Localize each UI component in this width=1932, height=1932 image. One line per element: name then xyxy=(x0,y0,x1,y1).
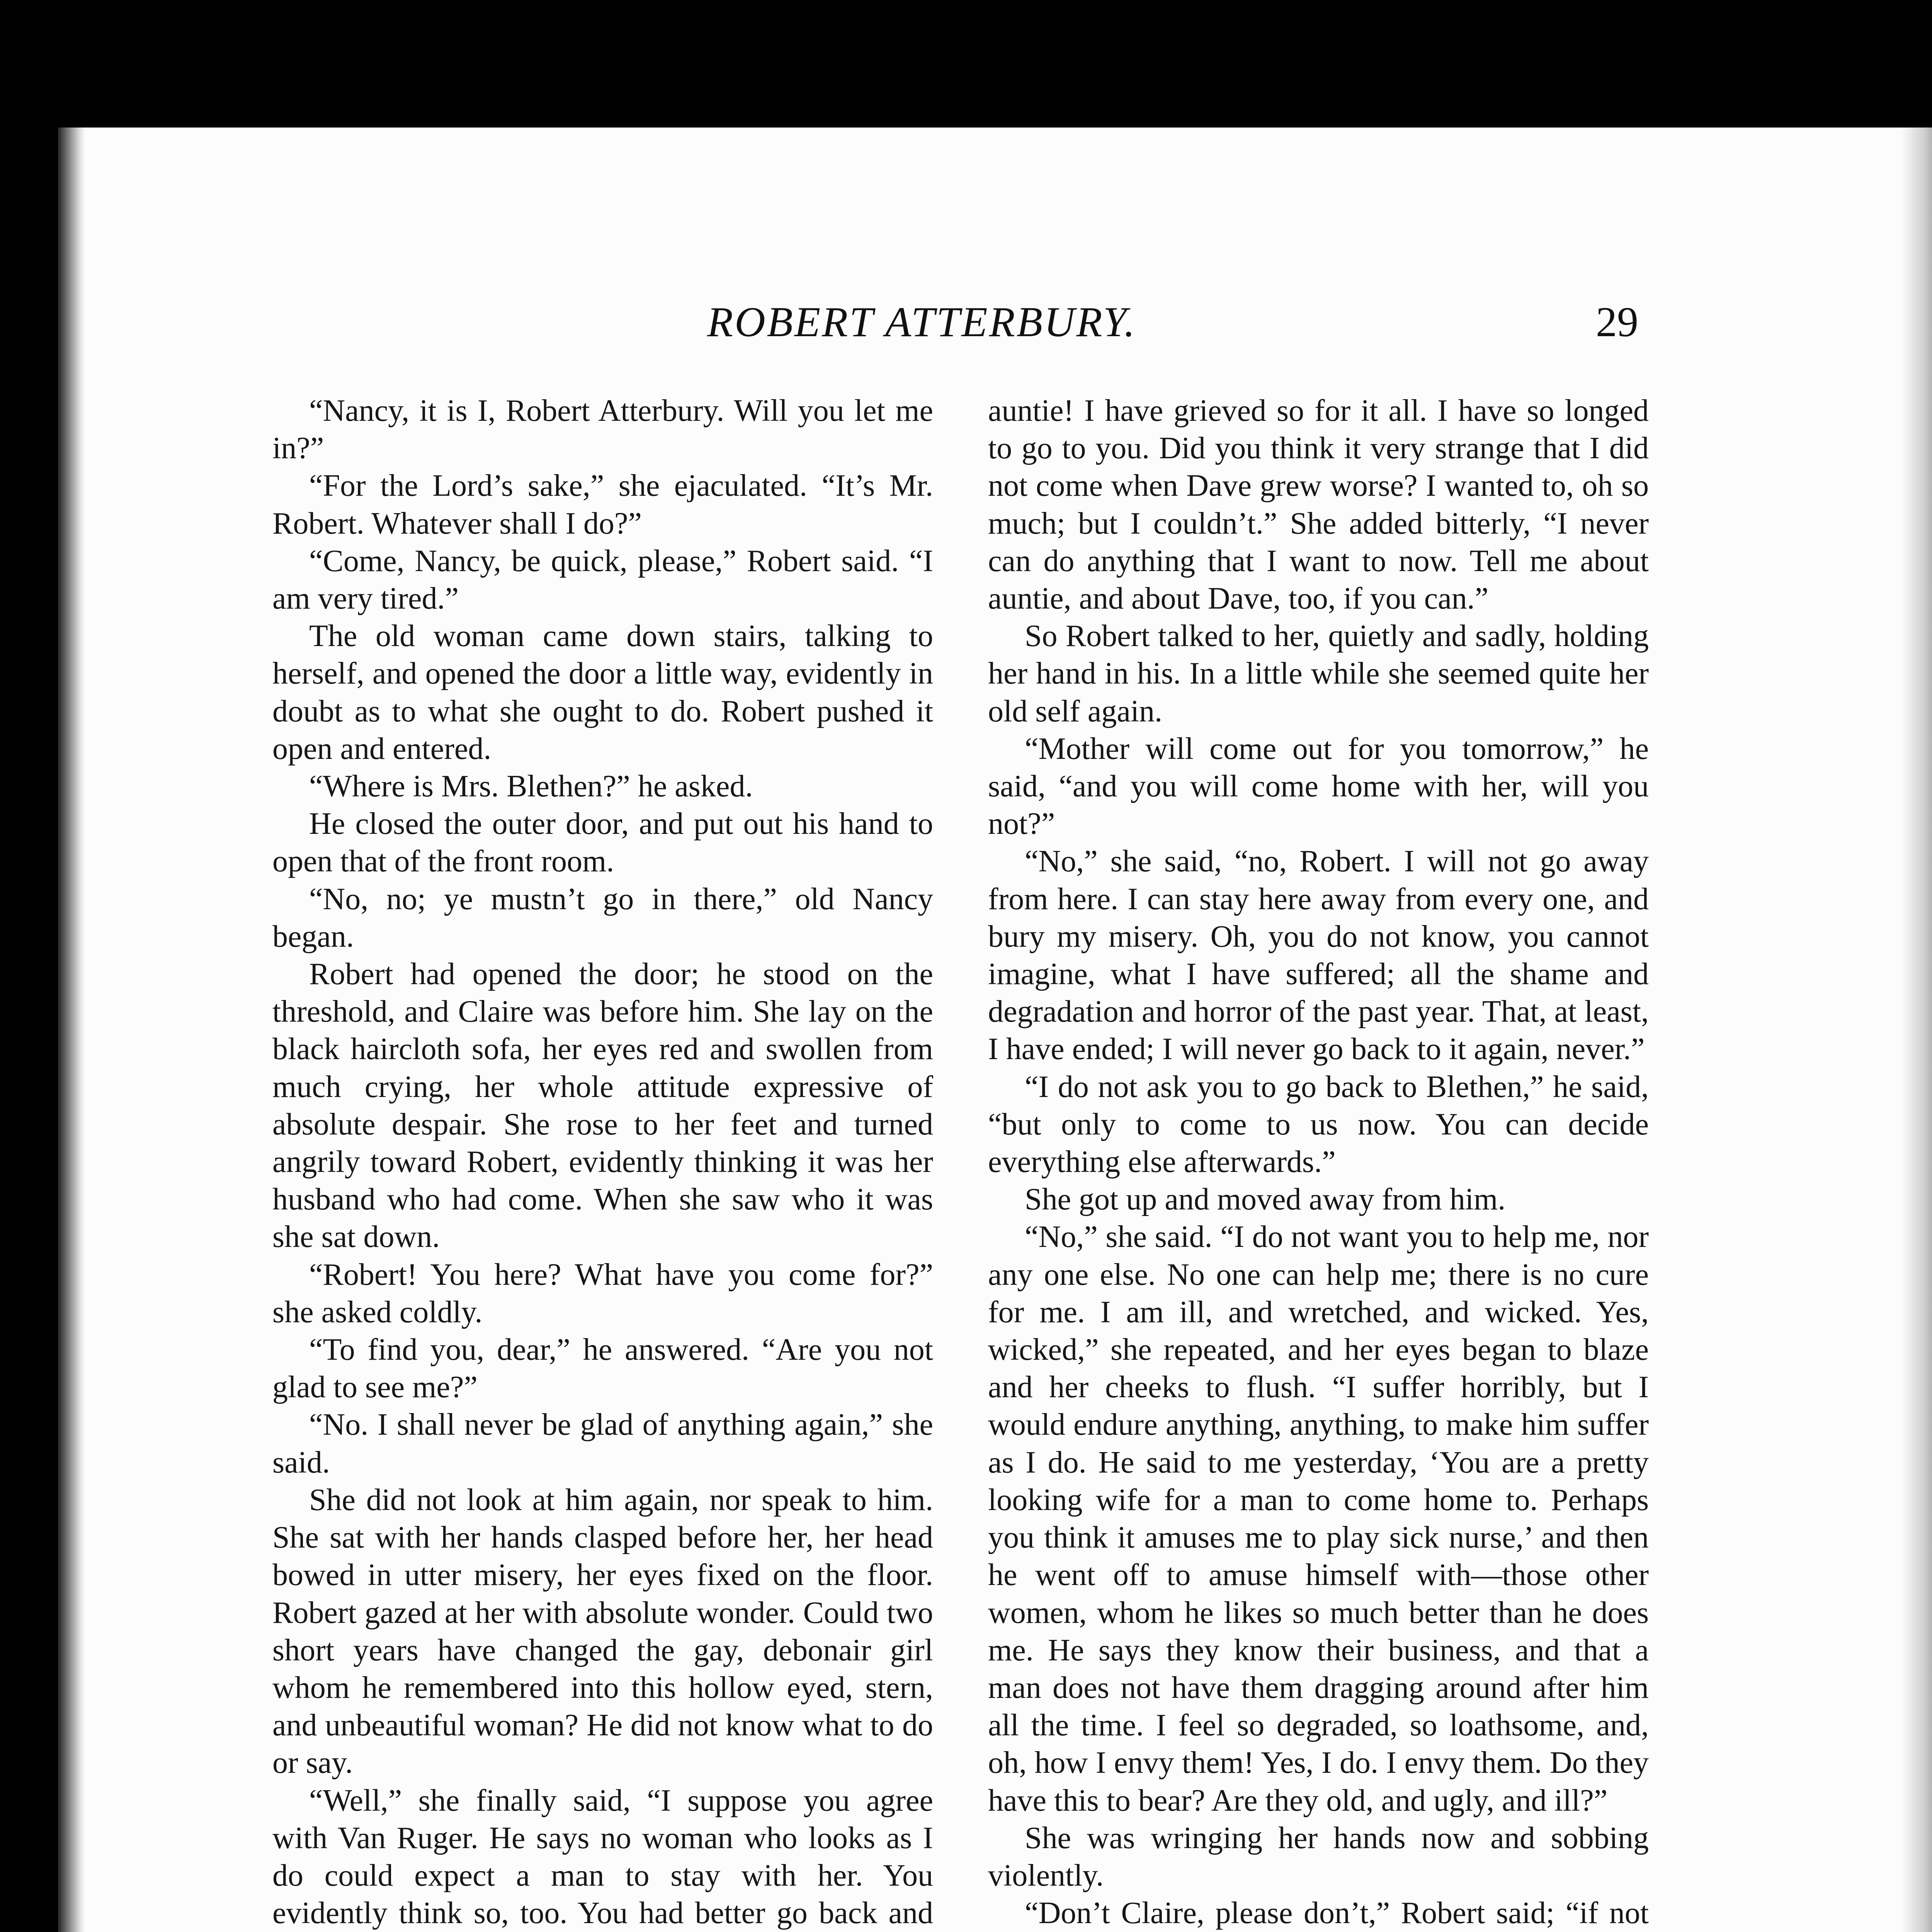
paragraph: Robert had opened the door; he stood on the threshold, and Claire was before him. She lay on the black haircloth sofa, her eyes red and swollen from much crying, her whole attitude expressive of absolute despair. She rose to her feet and turned angrily toward Robert, evidently thinking it was her husband who had come. When she saw who it was she sat down. xyxy=(272,957,933,1254)
paragraph: “No. I shall never be glad of anything again,” she said. xyxy=(272,1408,933,1480)
paragraph: She did not look at him again, nor speak to him. She sat with her hands clasped before her, her head bowed in utter misery, her eyes fixed on the floor. Robert gazed at her with absolute wonder. Could two short years have changed the gay, debonair girl whom he remembered into this hollow eyed, stern, and unbeautiful woman? He did not know what to do or say. xyxy=(272,1483,933,1780)
paragraph: “No, no; ye mustn’t go in there,” old Nancy began. xyxy=(272,882,933,954)
page-edge-shadow xyxy=(1901,128,1932,1932)
paragraph: “For the Lord’s sake,” she ejaculated. “It’s Mr. Robert. Whatever shall I do?” xyxy=(272,469,933,541)
paragraph: “No,” she said. “I do not want you to help me, nor any one else. No one can help me; there is no cure for me. I am ill, and wretched, and wicked. Yes, wicked,” she repeated, and her eyes began to blaze and her cheeks to flush. “I suffer horribly, but I would endure anything, anything, to make him suffer as I do. He said to me yesterday, ‘You are a pretty looking wife for a man to come home to. Perhaps you think it amuses me to play sick nurse,’ and then he went off to amuse himself with—those other women, whom he likes so much better than he does me. He says they know their business, and that a man does not have them dragging around after him all the time. I feel so degraded, so loathsome, and, oh, how I envy them! Yes, I do. I envy them. Do they have this to bear? Are they old, and ugly, and ill?” xyxy=(988,1220,1649,1818)
page-number: 29 xyxy=(1596,298,1638,345)
paragraph: So Robert talked to her, quietly and sadly, holding her hand in his. In a little while she seemed quite her old self again. xyxy=(988,619,1649,728)
book-page xyxy=(58,128,1932,1932)
paragraph: “Don’t Claire, please don’t,” Robert said; “if not xyxy=(1025,1896,1649,1930)
paragraph: “Mother will come out for you tomorrow,” he said, “and you will come home with her, will you not?” xyxy=(988,731,1649,841)
paragraph: “Where is Mrs. Blethen?” he asked. xyxy=(309,769,753,804)
right-text-column xyxy=(988,392,1649,1932)
paragraph: “I do not ask you to go back to Blethen,” he said, “but only to come to us now. You can decide everything else afterwards.” xyxy=(988,1070,1649,1179)
paragraph: “Robert! You here? What have you come for?” she asked coldly. xyxy=(272,1257,933,1329)
paragraph: “Come, Nancy, be quick, please,” Robert said. “I am very tired.” xyxy=(272,544,933,616)
paragraph: “No,” she said, “no, Robert. I will not go away from here. I can stay here away from every one, and bury my misery. Oh, you do not know, you cannot imagine, what I have suffered; all the shame and degradation and horror of the past year. That, at least, I have ended; I will never go back to it again, never.” xyxy=(988,844,1649,1066)
spine-shadow xyxy=(58,128,85,1932)
paragraph: “To find you, dear,” he answered. “Are you not glad to see me?” xyxy=(272,1333,933,1405)
page-header xyxy=(58,298,1932,363)
paragraph: She got up and moved away from him. xyxy=(1025,1182,1506,1217)
paragraph: The old woman came down stairs, talking to herself, and opened the door a little way, evidently in doubt as to what she ought to do. Robert pushed it open and entered. xyxy=(272,619,933,766)
paragraph: She was wringing her hands now and sobbing violently. xyxy=(988,1821,1649,1893)
left-text-column xyxy=(272,392,933,1932)
paragraph: He closed the outer door, and put out his hand to open that of the front room. xyxy=(272,807,933,879)
paragraph: auntie! I have grieved so for it all. I have so longed to go to you. Did you think it very strange that I did not come when Dave grew worse? I wanted to, oh so much; but I couldn’t.” She added bitterly, “I never can do anything that I want to now. Tell me about auntie, and about Dave, too, if you can.” xyxy=(988,394,1649,616)
paragraph: “Well,” she finally said, “I suppose you agree with Van Ruger. He says no woman who looks as I do could expect a man to stay with her. You evidently think so, too. You had better go back and xyxy=(272,1783,933,1930)
running-title: ROBERT ATTERBURY. xyxy=(707,298,1137,345)
paragraph: “Nancy, it is I, Robert Atterbury. Will you let me in?” xyxy=(272,394,933,466)
